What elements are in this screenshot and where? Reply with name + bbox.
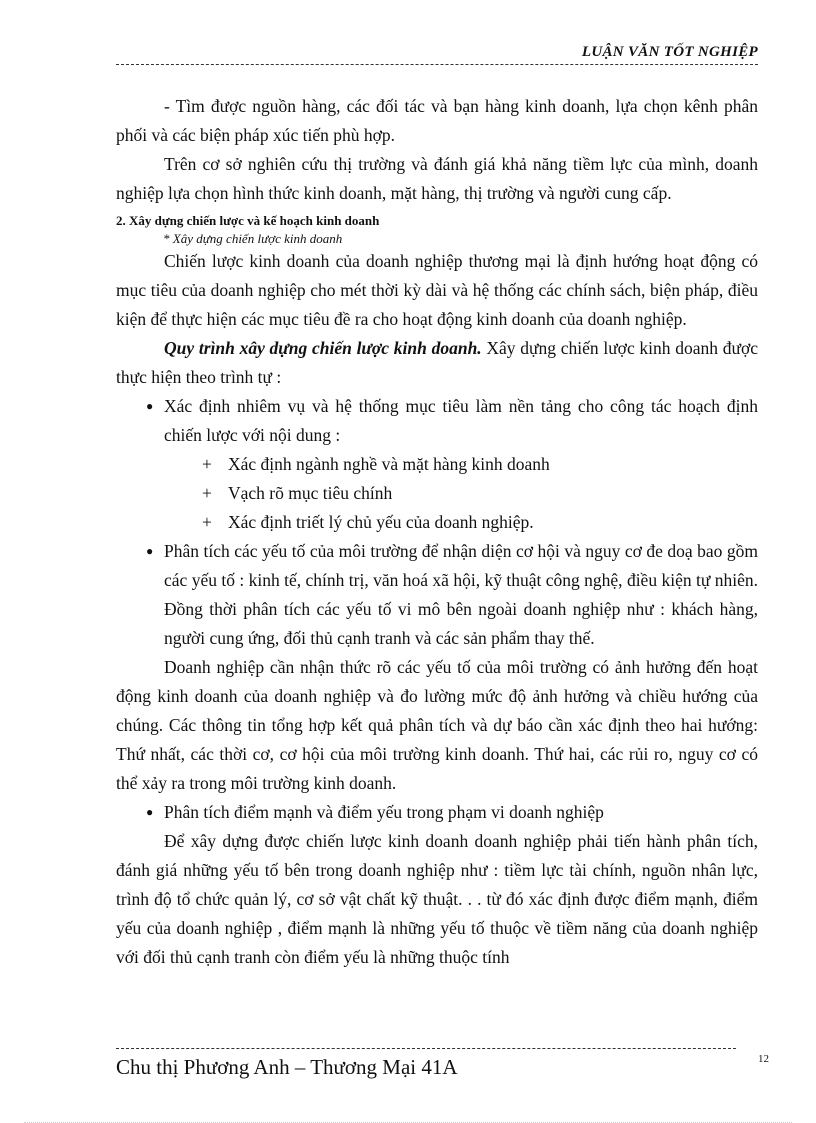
- strategy-process-text: Xây dựng chiến lược kinh doanh được thực hiện theo trình tự :: [116, 338, 758, 387]
- paragraph-strategy-definition: Chiến lược kinh doanh của doanh nghiệp thương mại là định hướng hoạt động có mục tiêu của doanh nghiệp cho mét thời kỳ dài và hệ thống các chính sách, biện pháp, điều kiện để thực hiện các mục tiêu đề ra cho hoạt động kinh doanh của doanh nghiệp.: [116, 251, 758, 329]
- list-item-text: Xác định triết lý chủ yếu của doanh nghiệp.: [228, 512, 534, 532]
- plus-icon: +: [202, 512, 212, 532]
- footer-divider: [116, 1048, 736, 1049]
- header-divider: [116, 64, 758, 65]
- paragraph-market-research: Trên cơ sở nghiên cứu thị trường và đánh giá khả năng tiềm lực của mình, doanh nghiệp lựa chọn hình thức kinh doanh, mặt hàng, thị trường và người cung cấp.: [116, 154, 758, 203]
- bullet-item: [116, 798, 758, 827]
- plus-icon: +: [202, 454, 212, 474]
- bullet-text: Phân tích điểm mạnh và điểm yếu trong phạm vi doanh nghiệp: [164, 802, 604, 822]
- bullet-text: Xác định nhiêm vụ và hệ thống mục tiêu làm nền tảng cho công tác hoạch định chiến lược với nội dung :: [164, 396, 758, 445]
- paragraph-sourcing: - Tìm được nguồn hàng, các đối tác và bạn hàng kinh doanh, lựa chọn kênh phân phối và các biện pháp xúc tiến phù hợp.: [116, 96, 758, 145]
- subsection-heading: * Xây dựng chiến lược kinh doanh: [163, 231, 343, 246]
- page-number: 12: [758, 1053, 769, 1065]
- section-heading: 2. Xây dựng chiến lược và kế hoạch kinh doanh: [116, 213, 380, 228]
- page-content: [116, 92, 758, 972]
- list-item-text: Xác định ngành nghề và mặt hàng kinh doanh: [228, 454, 550, 474]
- strategy-process-label: Quy trình xây dựng chiến lược kinh doanh.: [164, 338, 482, 358]
- bullet-text: Phân tích các yếu tố của môi trường để nhận diện cơ hội và nguy cơ đe doạ bao gồm các yếu tố : kinh tế, chính trị, văn hoá xã hội, kỹ thuật công nghệ, điều kiện tự nhiên. Đồng thời phân tích các yếu tố vi mô bên ngoài doanh nghiệp như : khách hàng, người cung ứng, đối thủ cạnh tranh và các sản phẩm thay thế.: [164, 541, 758, 648]
- bullet-icon: ●: [146, 399, 154, 413]
- bullet-icon: ●: [146, 805, 154, 819]
- list-item-text: Vạch rõ mục tiêu chính: [228, 483, 393, 503]
- paragraph-environment: Doanh nghiệp cần nhận thức rõ các yếu tố của môi trường có ảnh hưởng đến hoạt động kinh doanh của doanh nghiệp và đo lường mức độ ảnh hưởng và chiều hướng của chúng. Các thông tin tổng hợp kết quả phân tích và dự báo cần xác định theo hai hướng: Thứ nhất, các thời cơ, cơ hội của môi trường kinh doanh. Thứ hai, các rủi ro, nguy cơ có thể xảy ra trong môi trường kinh doanh.: [116, 657, 758, 793]
- footer-author: Chu thị Phương Anh – Thương Mại 41A: [116, 1055, 458, 1079]
- list-item: [116, 479, 758, 508]
- bullet-item: [116, 537, 758, 653]
- paragraph-strengths-weaknesses: Để xây dựng được chiến lược kinh doanh doanh nghiệp phải tiến hành phân tích, đánh giá những yếu tố bên trong doanh nghiệp như : tiềm lực tài chính, nguồn nhân lực, trình độ tổ chức quản lý, cơ sở vật chất kỹ thuật. . . từ đó xác định được điểm mạnh, điểm yếu của doanh nghiệp , điểm mạnh là những yếu tố thuộc về tiềm năng của doanh nghiệp với đối thủ cạnh tranh còn điểm yếu là những thuộc tính: [116, 831, 758, 967]
- list-item: [116, 508, 758, 537]
- bullet-icon: ●: [146, 544, 154, 558]
- header-title: LUẬN VĂN TỐT NGHIỆP: [581, 44, 758, 60]
- plus-icon: +: [202, 483, 212, 503]
- list-item: [116, 450, 758, 479]
- paragraph-strategy-process: [116, 334, 758, 392]
- sub-item-list: [116, 450, 758, 537]
- bullet-item: [116, 392, 758, 450]
